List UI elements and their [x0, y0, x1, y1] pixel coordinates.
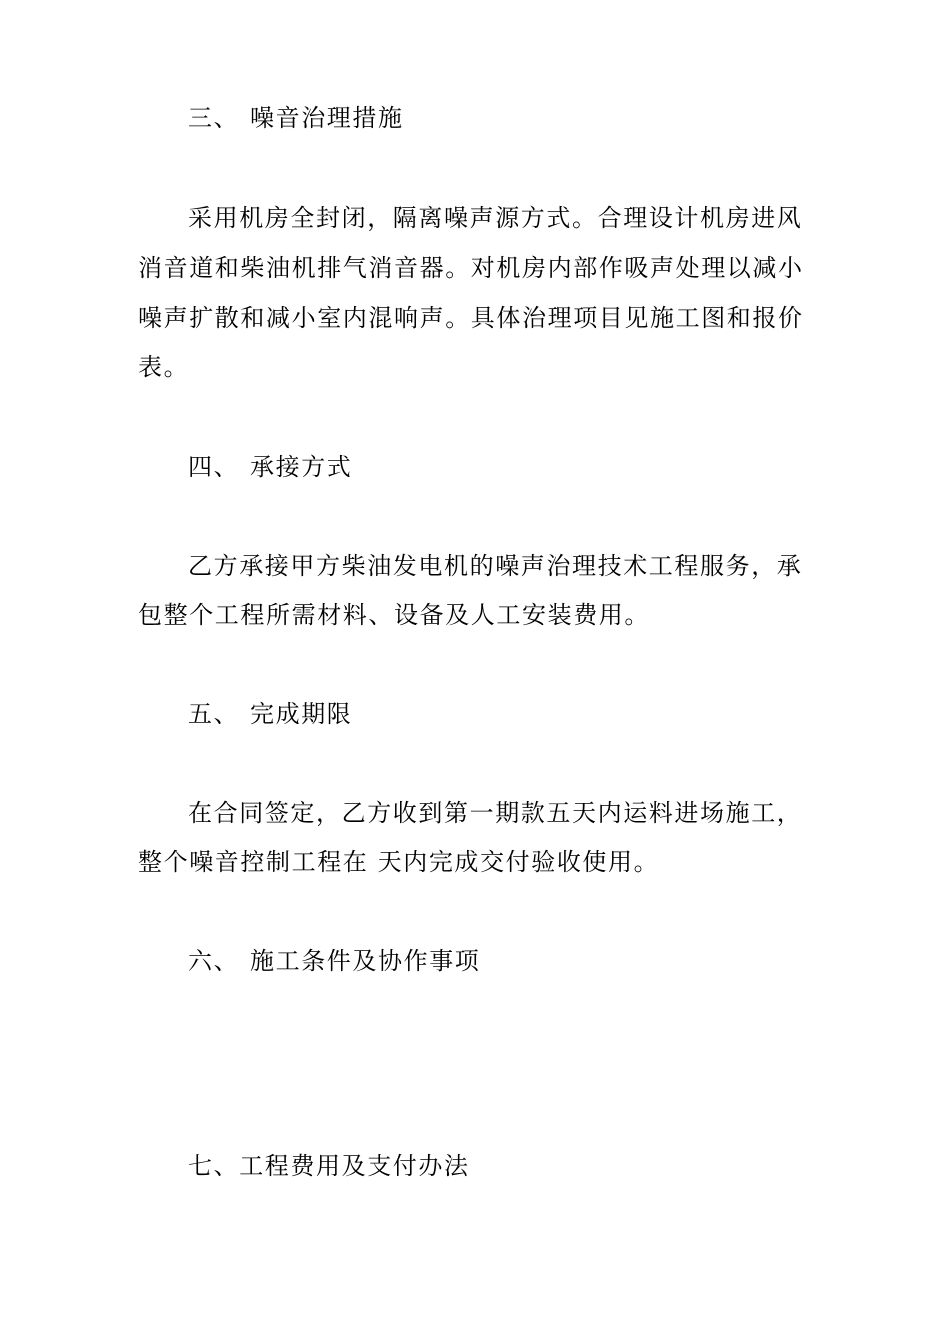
- paragraph-line: 在合同签定，乙方收到第一期款五天内运料进场施工，: [188, 799, 803, 827]
- paragraph-line: 包整个工程所需材料、设备及人工安装费用。: [138, 601, 650, 629]
- paragraph-line: 整个噪音控制工程在 天内完成交付验收使用。: [138, 848, 660, 876]
- section-heading-5: [188, 697, 352, 731]
- section-heading-7: 七、工程费用及支付办法: [188, 1152, 470, 1180]
- section-title: 完成期限: [250, 700, 353, 728]
- section-heading-4: [188, 450, 352, 484]
- paragraph-line: 采用机房全封闭，隔离噪声源方式。合理设计机房进风: [188, 204, 803, 232]
- section-title: 施工条件及协作事项: [250, 947, 481, 975]
- paragraph-line: 消音道和柴油机排气消音器。对机房内部作吸声处理以减小: [138, 254, 804, 282]
- section-title: 噪音治理措施: [250, 104, 404, 132]
- section-heading-6: [188, 944, 480, 978]
- section-number: 四、: [188, 453, 240, 481]
- section-title: 承接方式: [250, 453, 353, 481]
- paragraph-line: 乙方承接甲方柴油发电机的噪声治理技术工程服务，承: [188, 552, 803, 580]
- section-number: 五、: [188, 700, 240, 728]
- paragraph-line: 表。: [138, 353, 190, 381]
- paragraph-line: 噪声扩散和减小室内混响声。具体治理项目见施工图和报价: [138, 304, 804, 332]
- section-number: 六、: [188, 947, 240, 975]
- section-heading-3: [188, 101, 404, 135]
- section-number: 三、: [188, 104, 240, 132]
